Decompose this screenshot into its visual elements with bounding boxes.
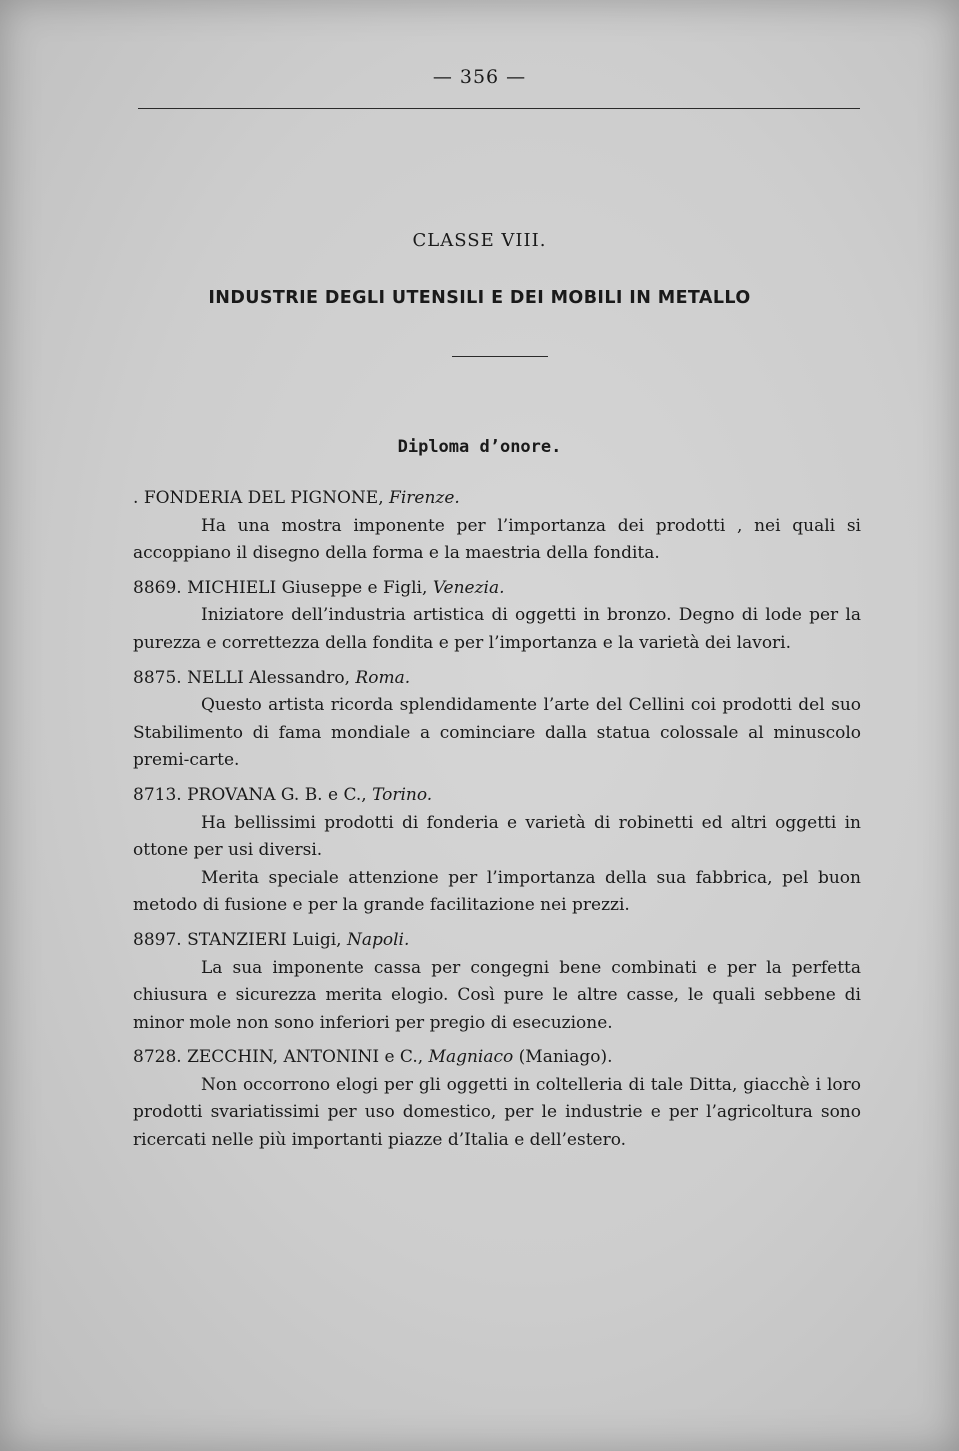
entry-name: MICHIELI Giuseppe e Figli,: [187, 577, 428, 598]
entry: [133, 927, 861, 1037]
entry-location: Torino.: [372, 784, 433, 805]
header-rule: [138, 108, 860, 109]
entry-number: 8713.: [133, 784, 182, 805]
entry-number: 8897.: [133, 929, 182, 950]
entry-number: 8875.: [133, 667, 182, 688]
entry-heading: [133, 575, 861, 603]
class-title: CLASSE VIII.: [412, 230, 547, 251]
entry: [133, 782, 861, 920]
entry-heading: [133, 665, 861, 693]
entry-heading: [133, 485, 861, 513]
section-title: INDUSTRIE DEGLI UTENSILI E DEI MOBILI IN METALLO: [208, 288, 751, 308]
section-divider: [452, 356, 548, 357]
entry-description: Ha bellissimi prodotti di fonderia e varietà di robinetti ed altri oggetti in ottone per usi diversi.: [133, 812, 861, 861]
entry: [133, 575, 861, 658]
entry-heading: [133, 1044, 861, 1072]
entry-number: 8869.: [133, 577, 182, 598]
entry-name: STANZIERI Luigi,: [187, 929, 342, 950]
page-number: — 356 —: [432, 66, 527, 88]
entry-description: Iniziatore dell’industria artistica di oggetti in bronzo. Degno di lode per la purezza e correttezza della fondita e per l’importanza e la varietà dei lavori.: [133, 605, 861, 653]
entry-name: PROVANA G. B. e C.,: [187, 784, 367, 805]
entry-name: FONDERIA DEL PIGNONE,: [143, 488, 384, 508]
entry-description: La sua imponente cassa per congegni bene combinati e per la perfetta chiusura e sicurezza merita elogio. Così pure le altre casse, le quali sebbene di minor mole non sono inferiori per pregio di esecuzione.: [133, 957, 861, 1033]
entry-description: Non occorrono elogi per gli oggetti in coltelleria di tale Ditta, giacchè i loro prodotti svariatissimi per uso domestico, per le industrie e per l’agricoltura sono ricercati nelle più importanti piazze d’Italia e dell’estero.: [133, 1074, 861, 1151]
entry-description: Merita speciale attenzione per l’importanza della sua fabbrica, pel buon metodo di fusione e per la grande facilitazione nei prezzi.: [133, 867, 861, 916]
entry: [133, 1044, 861, 1154]
entry-description: Ha una mostra imponente per l’importanza dei prodotti , nei quali si accoppiano il disegno della forma e la maestria della fondita.: [133, 515, 861, 564]
entry-description: Questo artista ricorda splendidamente l’arte del Cellini coi prodotti del suo Stabilimento di fama mondiale a cominciare dalla statua colossale al minuscolo premi-carte.: [133, 695, 861, 771]
entry-number: .: [133, 488, 139, 508]
entry-location: Roma.: [355, 667, 411, 688]
entry: [133, 485, 861, 568]
entry: [133, 665, 861, 775]
entry-location: Napoli.: [346, 929, 410, 950]
entry-location: Venezia.: [432, 577, 505, 598]
entry-name: NELLI Alessandro,: [187, 667, 351, 688]
entry-location: Firenze.: [389, 488, 460, 508]
entry-location-note: (Maniago).: [518, 1047, 613, 1068]
entry-number: 8728.: [133, 1047, 182, 1068]
entry-name: ZECCHIN, ANTONINI e C.,: [187, 1047, 424, 1068]
entry-heading: [133, 782, 861, 810]
award-title: Diploma d’onore.: [397, 437, 562, 457]
entry-heading: [133, 927, 861, 955]
entries-list: [133, 485, 861, 1162]
entry-location: Magniaco: [428, 1047, 514, 1068]
